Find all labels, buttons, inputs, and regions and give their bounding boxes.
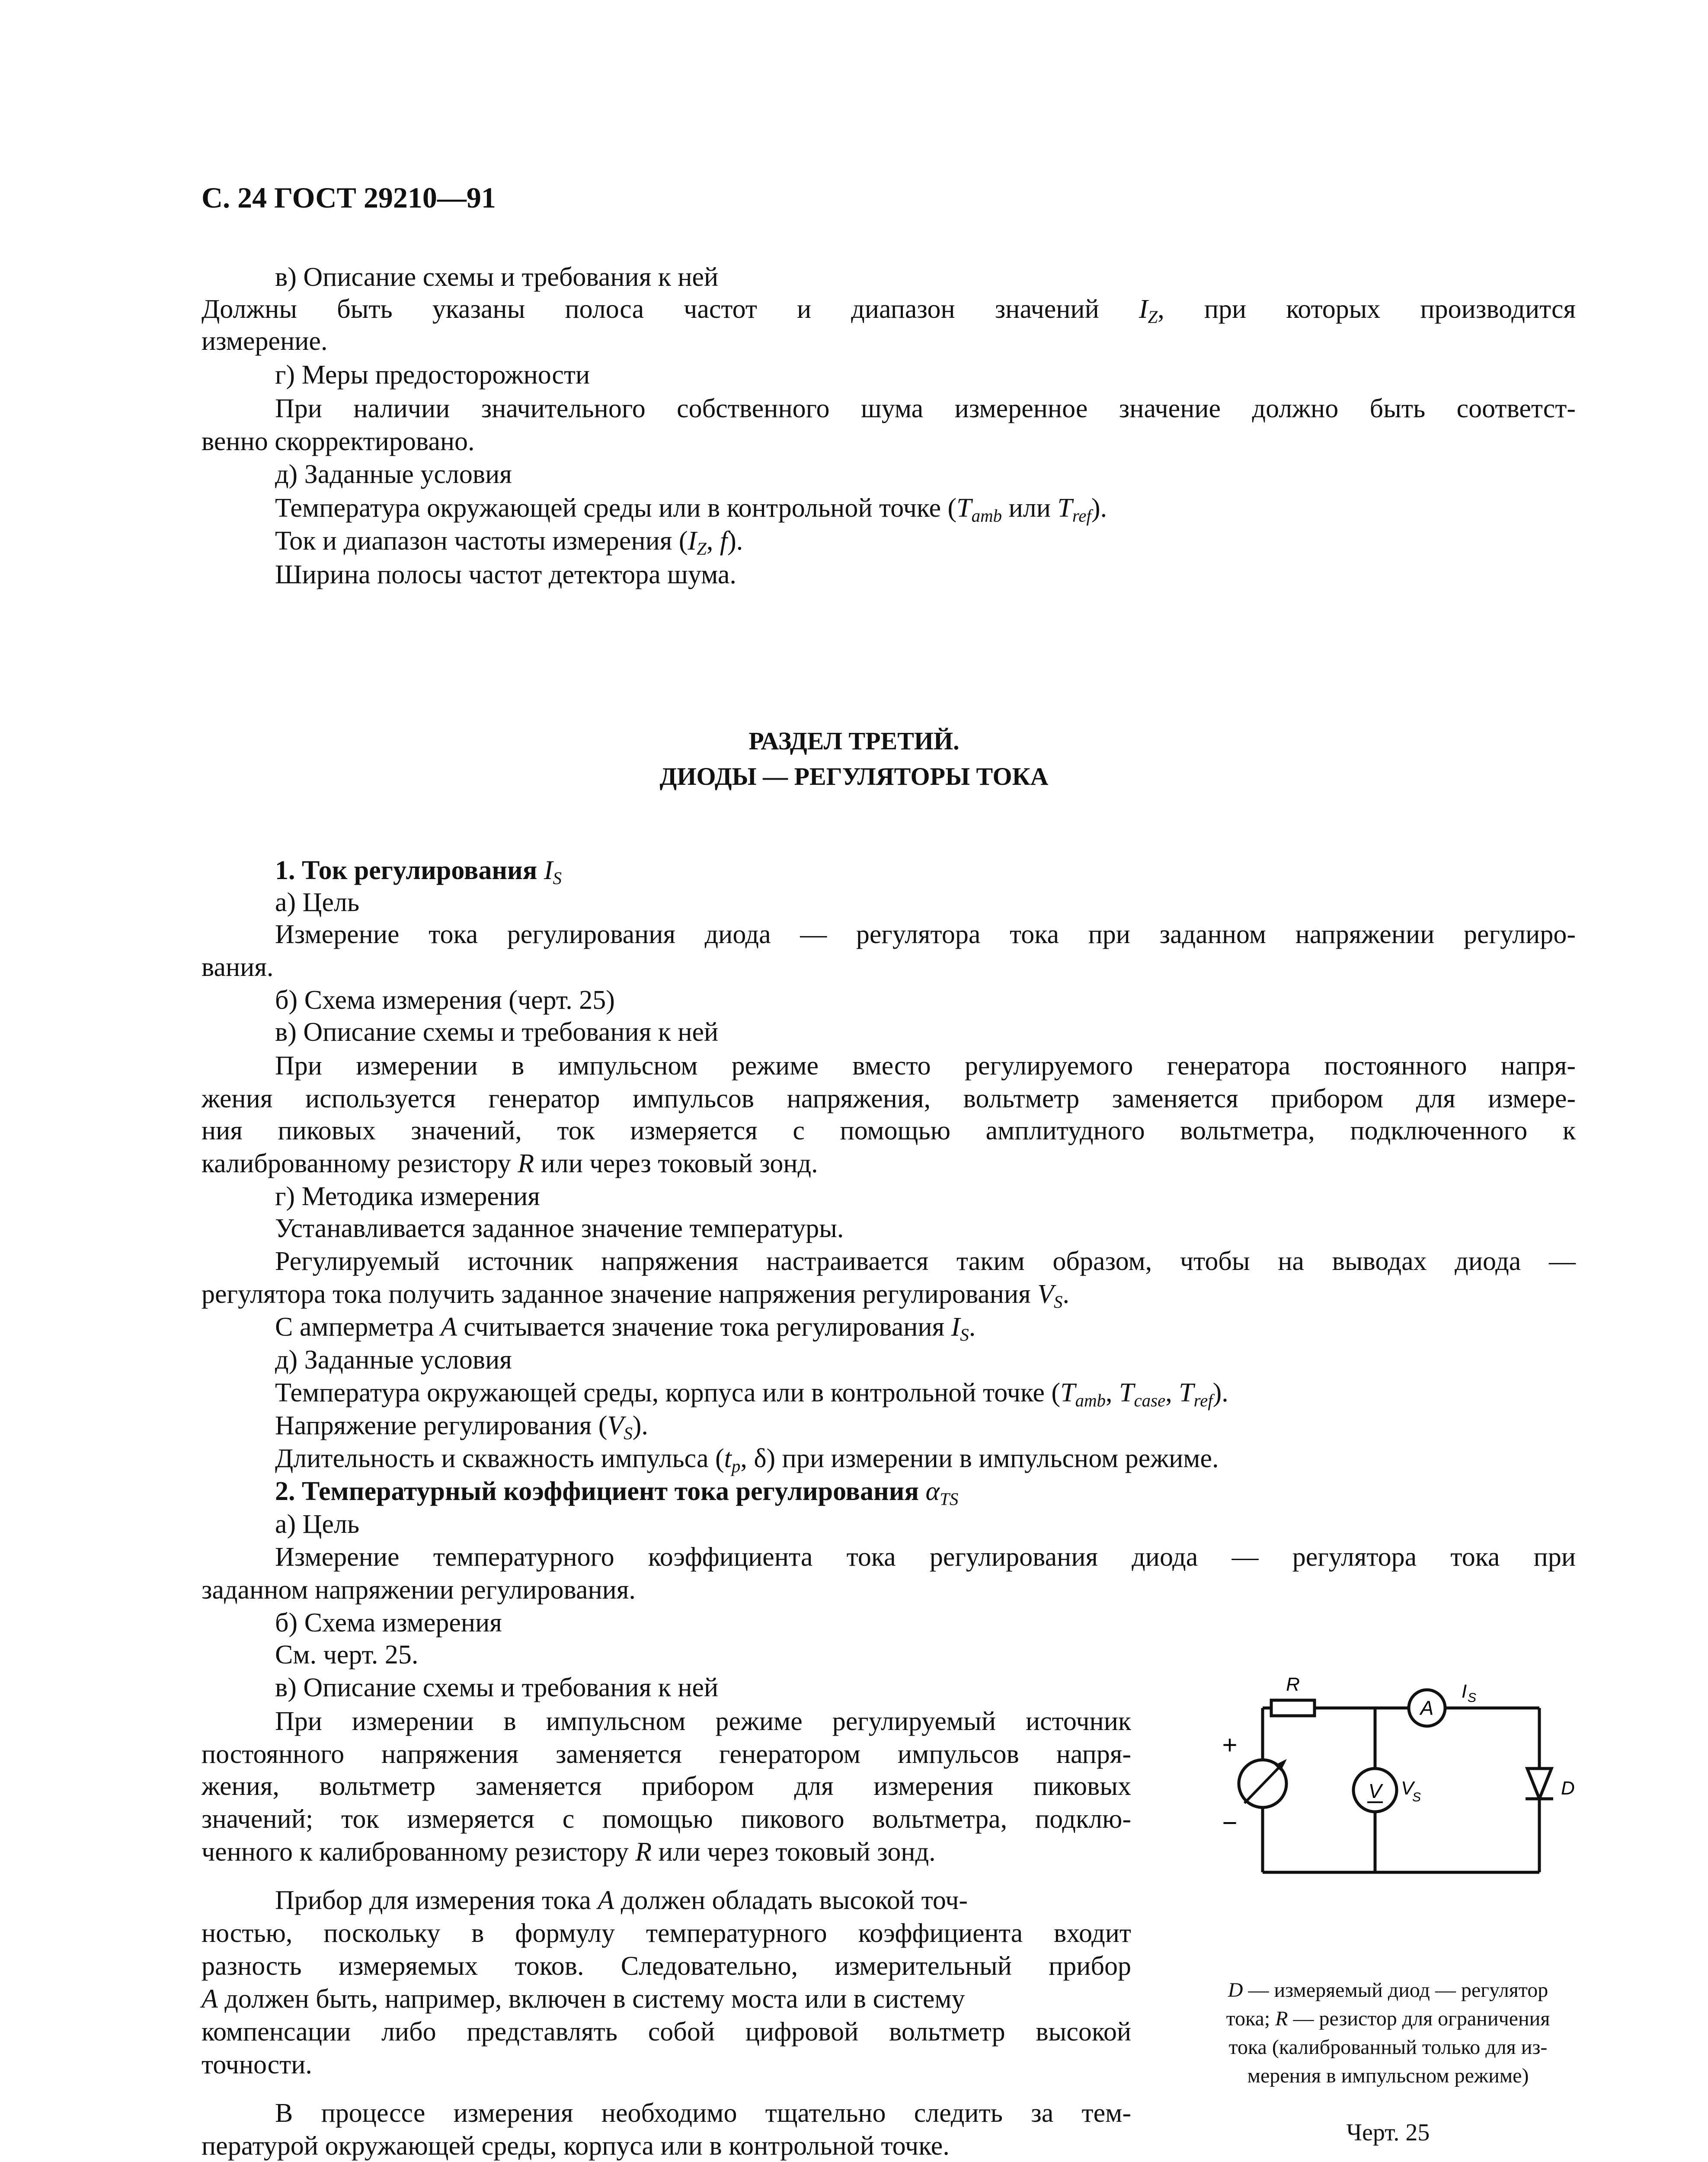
section-title: РАЗДЕЛ ТРЕТИЙ.	[748, 727, 960, 755]
paragraph-line: При наличии значительного собственного шума измеренное значение должно быть соответст-	[275, 394, 1576, 423]
paragraph-line: При измерении в импульсном режиме регулируемый источник	[275, 1707, 1131, 1736]
circuit-diagram	[1167, 1669, 1609, 1937]
resistor-label: R	[1286, 1674, 1300, 1695]
paragraph-line: б) Схема измерения (черт. 25)	[275, 985, 615, 1015]
paragraph-line: Напряжение регулирования $(V_S)$.	[275, 1411, 648, 1443]
voltage-label-sub: S	[1412, 1790, 1421, 1804]
paragraph-line: г) Методика измерения	[275, 1182, 540, 1211]
current-label-sub: S	[1468, 1691, 1477, 1705]
paragraph-line: д) Заданные условия	[275, 460, 512, 489]
paragraph-line: Измерение тока регулирования диода — регулятора тока при заданном напряжении регулиро-	[275, 920, 1576, 949]
voltage-label: V	[1401, 1778, 1414, 1799]
paragraph-line: Длительность и скважность импульса ($t_p$, δ) при измерении в импульсном режиме.	[275, 1444, 1219, 1476]
paragraph-line: ченного к калиброванному резистору R или через токовый зонд.	[202, 1837, 936, 1867]
paragraph-line: жения, вольтметр заменяется прибором для измерения пиковых	[202, 1772, 1131, 1801]
paragraph-line: а) Цель	[275, 888, 360, 917]
paragraph-line: Температура окружающей среды или в контрольной точке ($T_{amb}$ или $T_{ref}$).	[275, 493, 1107, 526]
paragraph-line: компенсации либо представлять собой цифровой вольтметр высокой	[202, 2017, 1131, 2047]
diode-symbol	[1527, 1769, 1551, 1799]
paragraph-line: ния пиковых значений, ток измеряется с помощью амплитудного вольтметра, подключенного к	[202, 1116, 1576, 1145]
paragraph-line: С амперметра A считывается значение тока регулирования $I_S$.	[275, 1312, 976, 1345]
paragraph-line: калиброванному резистору R или через токовый зонд.	[202, 1149, 818, 1178]
paragraph-line: в) Описание схемы и требования к ней	[275, 262, 719, 292]
diode-label: D	[1561, 1778, 1575, 1799]
paragraph-line: разность измеряемых токов. Следовательно, измерительный прибор	[202, 1951, 1131, 1981]
paragraph-line: A должен быть, например, включен в систему моста или в систему	[202, 1984, 965, 2014]
plus-sign: +	[1222, 1730, 1238, 1759]
figure-caption: D — измеряемый диод — регулятор тока; R — резистор для ограничения тока (калиброванный только для из- мерения в импульсном режиме)	[1226, 1979, 1550, 2087]
figure-number: Черт. 25	[1346, 2119, 1430, 2146]
paragraph-line: Ток и диапазон частоты измерения ($I_Z$, f).	[275, 526, 743, 559]
paragraph-line: При измерении в импульсном режиме вместо регулируемого генератора постоянного напря-	[275, 1051, 1576, 1081]
voltmeter-label: V	[1368, 1780, 1382, 1802]
paragraph-line: а) Цель	[275, 1510, 360, 1539]
paragraph-line: венно скорректировано.	[202, 427, 475, 456]
paragraph-line: регулятора тока получить заданное значение напряжения регулирования $V_S$.	[202, 1279, 1069, 1312]
current-label: I	[1462, 1681, 1467, 1702]
paragraph-line: в) Описание схемы и требования к ней	[275, 1673, 719, 1702]
paragraph-line: постоянного напряжения заменяется генератором импульсов напря-	[202, 1740, 1131, 1769]
item-heading: 2. Температурный коэффициент тока регулирования $\alpha_{TS}$	[275, 1477, 959, 1509]
paragraph-line: д) Заданные условия	[275, 1345, 512, 1375]
paragraph-line: Должны быть указаны полоса частот и диапазон значений $I_Z$, при которых производится	[202, 294, 1576, 327]
ammeter-label: A	[1420, 1697, 1434, 1719]
minus-sign: −	[1222, 1808, 1238, 1837]
resistor-symbol	[1271, 1700, 1315, 1716]
paragraph-line: б) Схема измерения	[275, 1608, 502, 1637]
paragraph-line: Прибор для измерения тока A должен обладать высокой точ-	[275, 1886, 968, 1915]
paragraph-line: вания.	[202, 953, 274, 982]
paragraph-line: в) Описание схемы и требования к ней	[275, 1017, 719, 1047]
paragraph-line: Измерение температурного коэффициента тока регулирования диода — регулятора тока при	[275, 1542, 1576, 1572]
page-header: С. 24 ГОСТ 29210—91	[202, 181, 496, 214]
paragraph-line: Температура окружающей среды, корпуса или в контрольной точке ($T_{amb}$, $T_{case}$, $T_{ref}$).	[275, 1378, 1228, 1410]
paragraph-line: жения используется генератор импульсов напряжения, вольтметр заменяется прибором для измере-	[202, 1084, 1576, 1113]
paragraph-line: См. черт. 25.	[275, 1640, 419, 1669]
paragraph-line: измерение.	[202, 326, 328, 356]
paragraph-line: значений; ток измеряется с помощью пикового вольтметра, подклю-	[202, 1804, 1131, 1834]
paragraph-line: Регулируемый источник напряжения настраивается таким образом, чтобы на выводах диода —	[275, 1247, 1576, 1276]
paragraph-line: пературой окружающей среды, корпуса или в контрольной точке.	[202, 2131, 950, 2161]
item-heading: 1. Ток регулирования $I_S$	[275, 856, 562, 888]
paragraph-line: В процессе измерения необходимо тщательно следить за тем-	[275, 2098, 1131, 2128]
paragraph-line: точности.	[202, 2050, 312, 2079]
paragraph-line: Ширина полосы частот детектора шума.	[275, 560, 736, 589]
paragraph-line: ностью, поскольку в формулу температурного коэффициента входит	[202, 1919, 1131, 1948]
paragraph-line: Устанавливается заданное значение температуры.	[275, 1214, 844, 1243]
section-subtitle: ДИОДЫ — РЕГУЛЯТОРЫ ТОКА	[659, 762, 1049, 790]
paragraph-line: г) Меры предосторожности	[275, 360, 590, 390]
paragraph-line: заданном напряжении регулирования.	[202, 1575, 636, 1605]
